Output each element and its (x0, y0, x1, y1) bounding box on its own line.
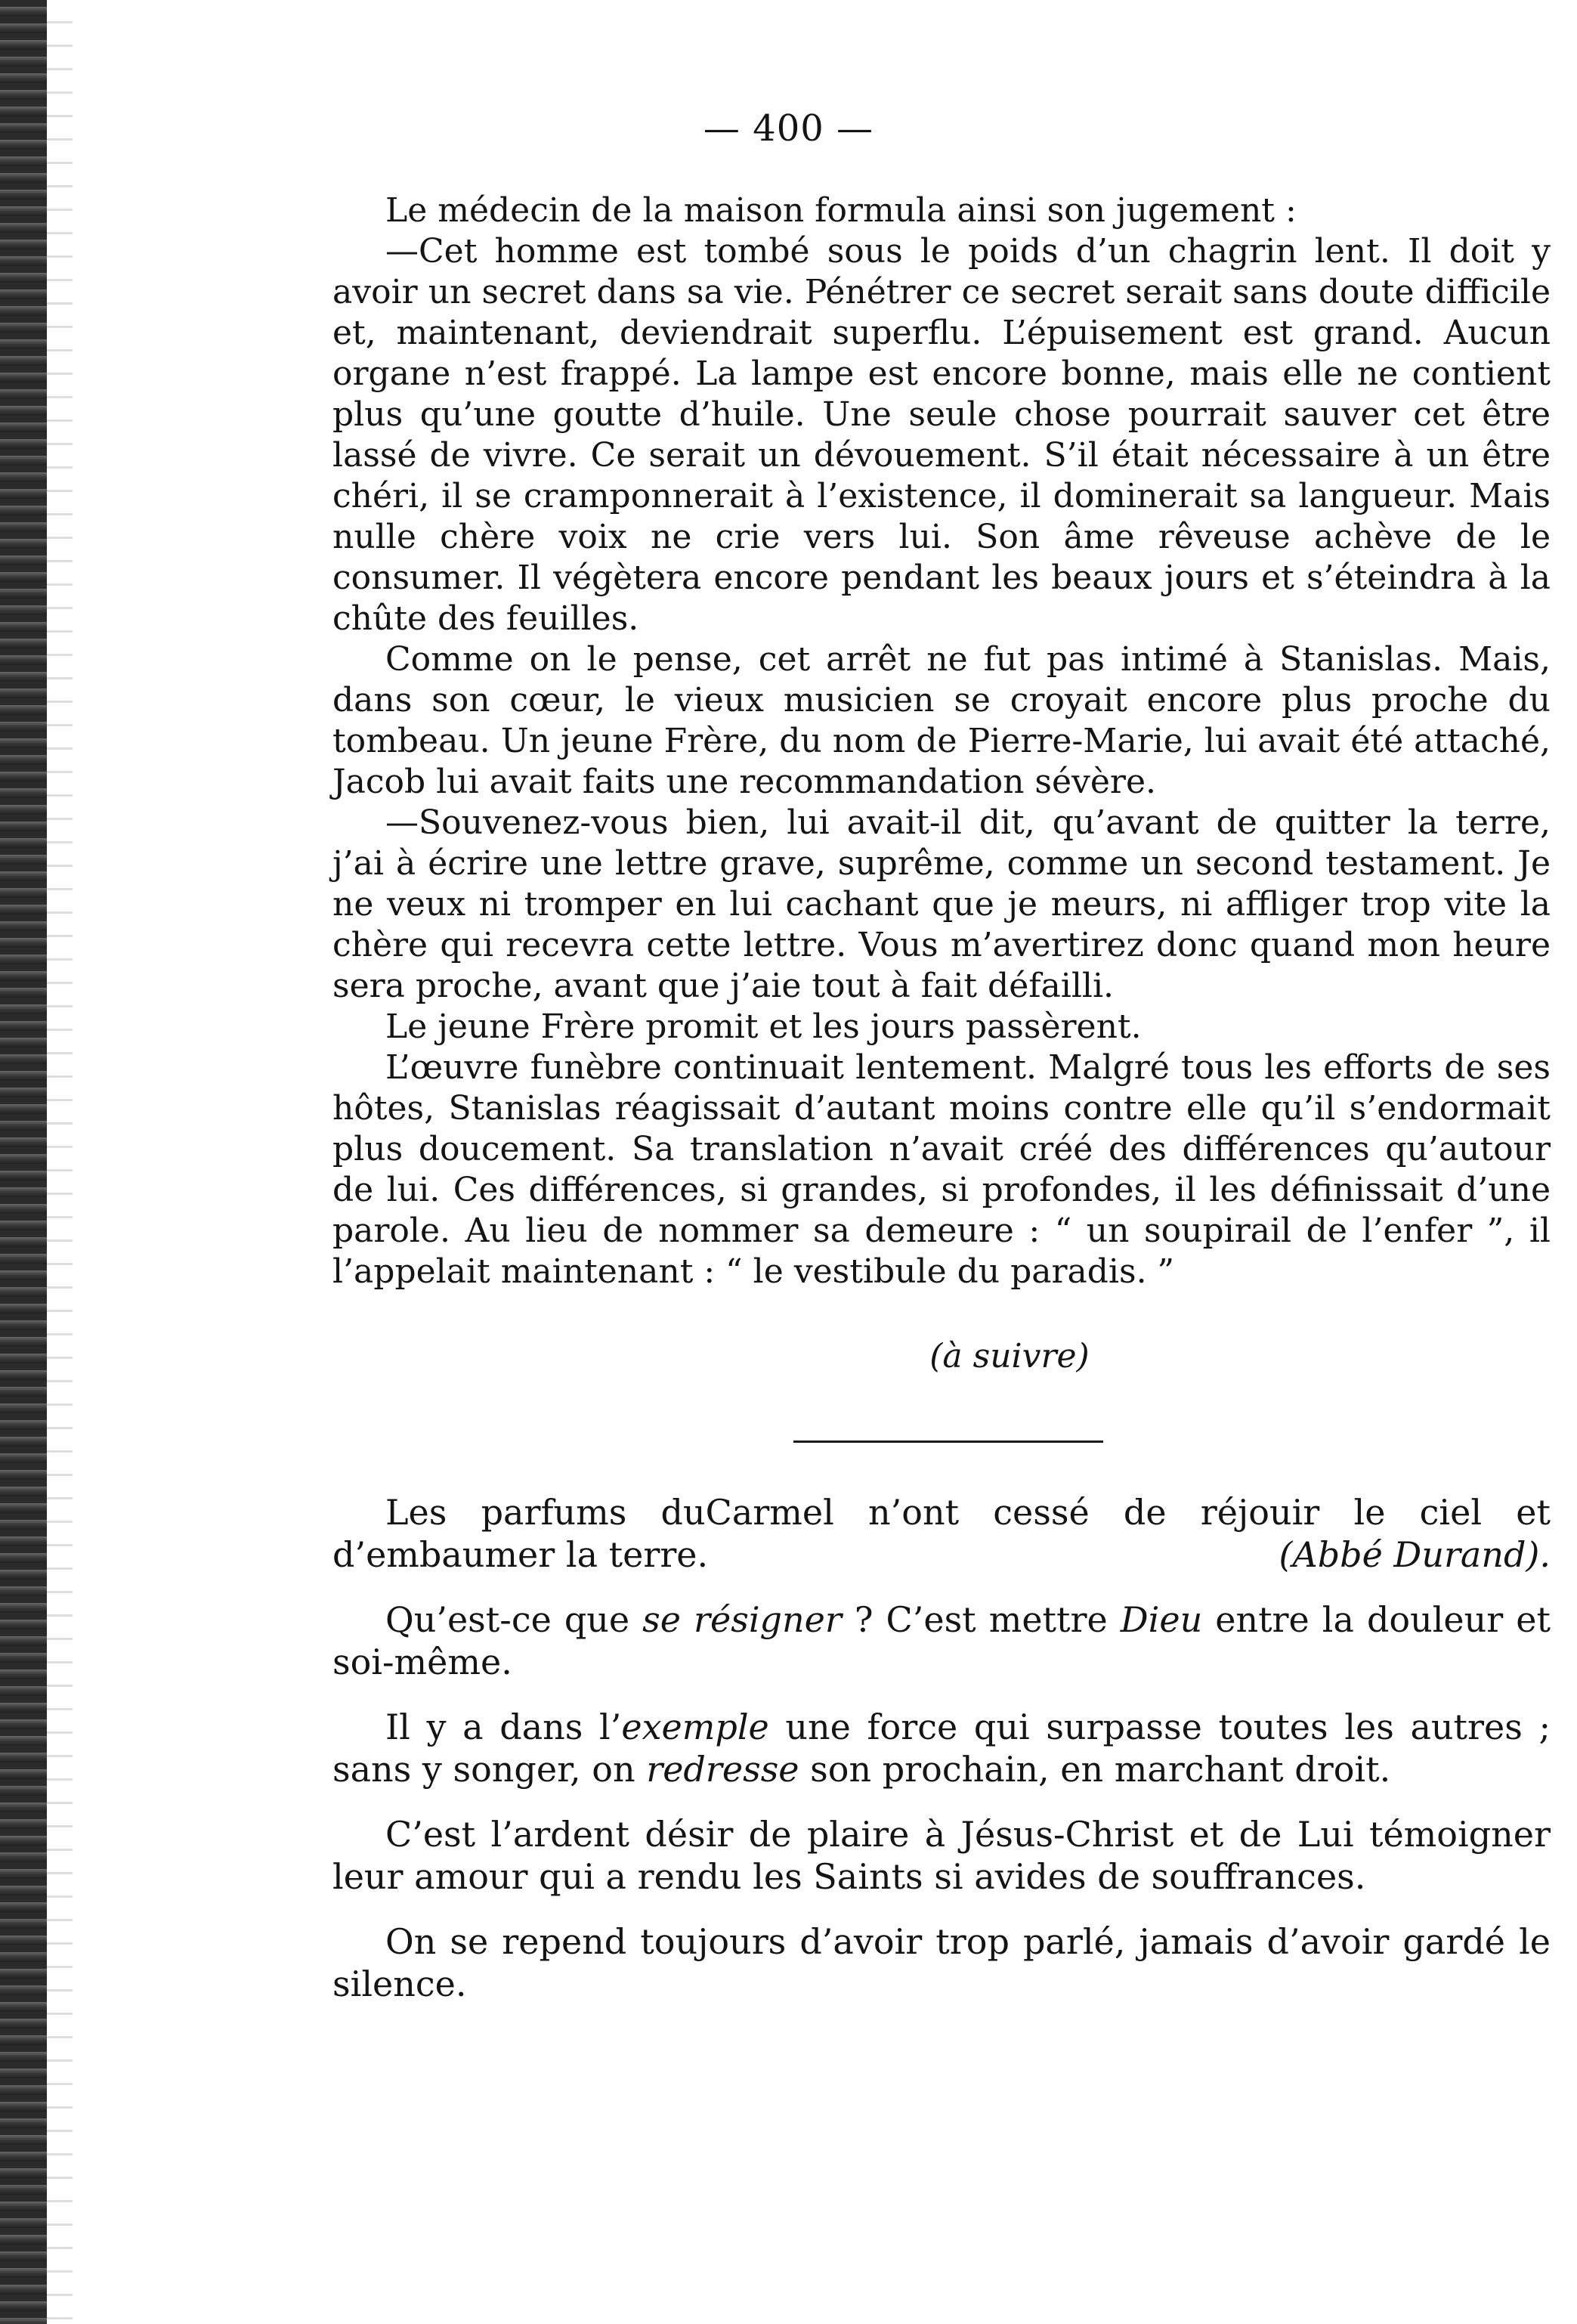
maxims-section (332, 1491, 1551, 2005)
story-paragraph-1: Le médecin de la maison formula ainsi son jugement : (385, 191, 1297, 230)
story-paragraph-5: Le jeune Frère promit et les jours passèrent. (385, 1007, 1142, 1046)
maxim-resigner-emphasis-1: se résigner (642, 1599, 842, 1640)
story-paragraph-3: Comme on le pense, cet arrêt ne fut pas intimé à Stanislas. Mais, dans son cœur, le vieux musicien se croyait encore plus proche du tombeau. Un jeune Frère, du nom de Pierre-Marie, lui avait été attaché, Jacob lui avait faits une recommandation sévère. (332, 640, 1551, 801)
maxim-exemple-part-1: Il y a dans l’ (385, 1707, 622, 1747)
maxim-attribution: (Abbé Durand). (1279, 1534, 1551, 1575)
maxim-exemple-part-3: son prochain, en marchant droit. (799, 1749, 1391, 1790)
maxim-resigner-part-1: Qu’est-ce que (385, 1599, 643, 1640)
maxim-resigner-part-2: ? C’est mettre (841, 1599, 1121, 1640)
story-paragraph-6: L’œuvre funèbre continuait lentement. Malgré tous les efforts de ses hôtes, Stanislas réagissait d’autant moins contre elle qu’il s’endormait plus doucement. Sa translation n’avait créé des différences qu’autour de lui. Ces différences, si grandes, si profondes, il les définissait d’une parole. Au lieu de nommer sa demeure : “ un soupirail de l’enfer ”, il l’appelait maintenant : “ le vestibule du paradis. ” (332, 1048, 1551, 1291)
story-paragraph-2: —Cet homme est tombé sous le poids d’un chagrin lent. Il doit y avoir un secret dans sa vie. Pénétrer ce secret serait sans doute difficile et, maintenant, deviendrait superflu. L’épuisement est grand. Aucun organe n’est frappé. La lampe est encore bonne, mais elle ne contient plus qu’une goutte d’huile. Une seule chose pourrait sauver cet être lassé de vivre. Ce serait un dévouement. S’il était nécessaire à un être chéri, il se cramponnerait à l’existence, il dominerait sa langueur. Mais nulle chère voix ne crie vers lui. Son âme rêveuse achève de le consumer. Il végètera encore pendant les beaux jours et s’éteindra à la chûte des feuilles. (332, 232, 1551, 638)
page-number: — 400 — (703, 107, 874, 150)
maxim-carmel-text: Les parfums duCarmel n’ont cessé de réjouir le ciel et d’embaumer la terre. (332, 1492, 1551, 1575)
maxim-silence: On se repend toujours d’avoir trop parlé, jamais d’avoir gardé le silence. (332, 1921, 1551, 2004)
page-binding-edge (0, 0, 47, 2324)
maxim-exemple-part-2: une force qui surpasse toutes les autres ; sans y songer, on (332, 1707, 1551, 1790)
section-divider (793, 1441, 1103, 1443)
text-column (332, 190, 1551, 2028)
maxim-resigner-emphasis-2: Dieu (1120, 1599, 1203, 1640)
maxim-resigner (332, 1598, 1551, 1683)
maxim-exemple-emphasis-2: redresse (646, 1749, 799, 1790)
story-paragraph-4: —Souvenez-vous bien, lui avait-il dit, qu’avant de quitter la terre, j’ai à écrire une lettre grave, suprême, comme un second testament. Je ne veux ni tromper en lui cachant que je meurs, ni affliger trop vite la chère qui recevra cette lettre. Vous m’avertirez donc quand mon heure sera proche, avant que j’aie tout à fait défailli. (332, 803, 1551, 1005)
maxim-saints: C’est l’ardent désir de plaire à Jésus-Christ et de Lui témoigner leur amour qui a rendu les Saints si avides de souffrances. (332, 1814, 1551, 1897)
maxim-resigner-part-3: entre la douleur et soi-même. (332, 1599, 1551, 1682)
maxim-carmel (332, 1491, 1551, 1576)
maxim-exemple (332, 1706, 1551, 1790)
maxim-exemple-emphasis-1: exemple (621, 1707, 769, 1747)
to-be-continued: (à suivre) (929, 1337, 1090, 1376)
